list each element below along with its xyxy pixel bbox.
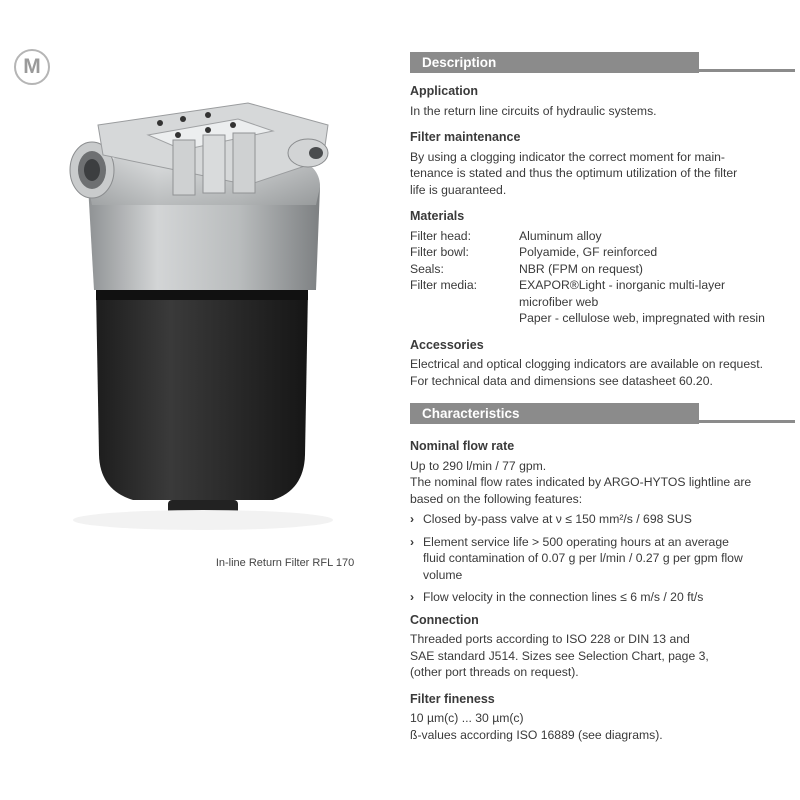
bullet-line: Closed by-pass valve at ν ≤ 150 mm²/s / 698 SUS xyxy=(423,512,692,526)
connection-line: Threaded ports according to ISO 228 or DIN 13 and xyxy=(410,632,690,646)
characteristics-section-bar: Characteristics xyxy=(410,403,699,424)
bullet-line: volume xyxy=(423,567,463,582)
material-key: Filter media: xyxy=(410,278,478,292)
maintenance-line: By using a clogging indicator the correct moment for main- xyxy=(410,149,725,164)
application-heading: Application xyxy=(410,84,479,98)
material-value: Paper - cellulose web, impregnated with resin xyxy=(519,311,765,325)
mobile-category-badge xyxy=(14,49,50,85)
materials-table xyxy=(410,228,795,327)
bullet-line: Flow velocity in the connection lines ≤ 6 m/s / 20 ft/s xyxy=(423,590,704,604)
fineness-line: 10 µm(c) ... 30 µm(c) xyxy=(410,711,524,725)
flow-rate-line: Up to 290 l/min / 77 gpm. xyxy=(410,458,547,473)
material-value: microfiber web xyxy=(519,294,599,309)
badge-letter: M xyxy=(23,55,41,78)
filter-fineness-heading: Filter fineness xyxy=(410,691,495,706)
content-column xyxy=(410,52,795,743)
accessories-line: For technical data and dimensions see datasheet 60.20. xyxy=(410,373,713,388)
bullet-line: Element service life > 500 operating hours at an average xyxy=(423,534,729,549)
materials-heading: Materials xyxy=(410,209,465,223)
material-value: Polyamide, GF reinforced xyxy=(519,245,658,259)
application-text: In the return line circuits of hydraulic systems. xyxy=(410,103,657,118)
bullet-line: fluid contamination of 0.07 g per l/min / 0.27 g per gpm flow xyxy=(423,551,743,565)
material-value: NBR (FPM on request) xyxy=(519,261,643,276)
connection-line: (other port threads on request). xyxy=(410,665,579,679)
description-section-bar: Description xyxy=(410,52,699,73)
flow-rate-line: based on the following features: xyxy=(410,491,583,506)
chevron-right-icon: › xyxy=(410,534,415,549)
maintenance-line: life is guaranteed. xyxy=(410,182,507,197)
maintenance-line: tenance is stated and thus the optimum utilization of the filter xyxy=(410,166,738,180)
material-key xyxy=(410,294,519,311)
flow-rate-line: The nominal flow rates indicated by ARGO-HYTOS lightline are xyxy=(410,475,752,489)
flow-rate-heading: Nominal flow rate xyxy=(410,439,515,453)
material-key: Filter bowl: xyxy=(410,245,469,259)
connection-line: SAE standard J514. Sizes see Selection Chart, page 3, xyxy=(410,648,709,663)
material-key: Seals: xyxy=(410,261,444,276)
connection-heading: Connection xyxy=(410,612,479,627)
material-value: Aluminum alloy xyxy=(519,228,602,243)
chevron-right-icon: › xyxy=(410,590,415,604)
list-item xyxy=(410,511,795,528)
filter-product-image xyxy=(58,95,358,540)
flow-features-list xyxy=(410,511,795,606)
accessories-heading: Accessories xyxy=(410,337,484,352)
material-key xyxy=(410,310,519,327)
chevron-right-icon: › xyxy=(410,512,415,526)
list-item xyxy=(410,534,795,584)
material-value: EXAPOR®Light - inorganic multi-layer xyxy=(519,278,726,292)
accessories-line: Electrical and optical clogging indicators are available on request. xyxy=(410,357,763,371)
maintenance-heading: Filter maintenance xyxy=(410,130,521,144)
fineness-line: ß-values according ISO 16889 (see diagrams). xyxy=(410,727,663,742)
material-key: Filter head: xyxy=(410,228,471,243)
image-caption: In-line Return Filter RFL 170 xyxy=(215,557,355,569)
list-item xyxy=(410,589,795,606)
